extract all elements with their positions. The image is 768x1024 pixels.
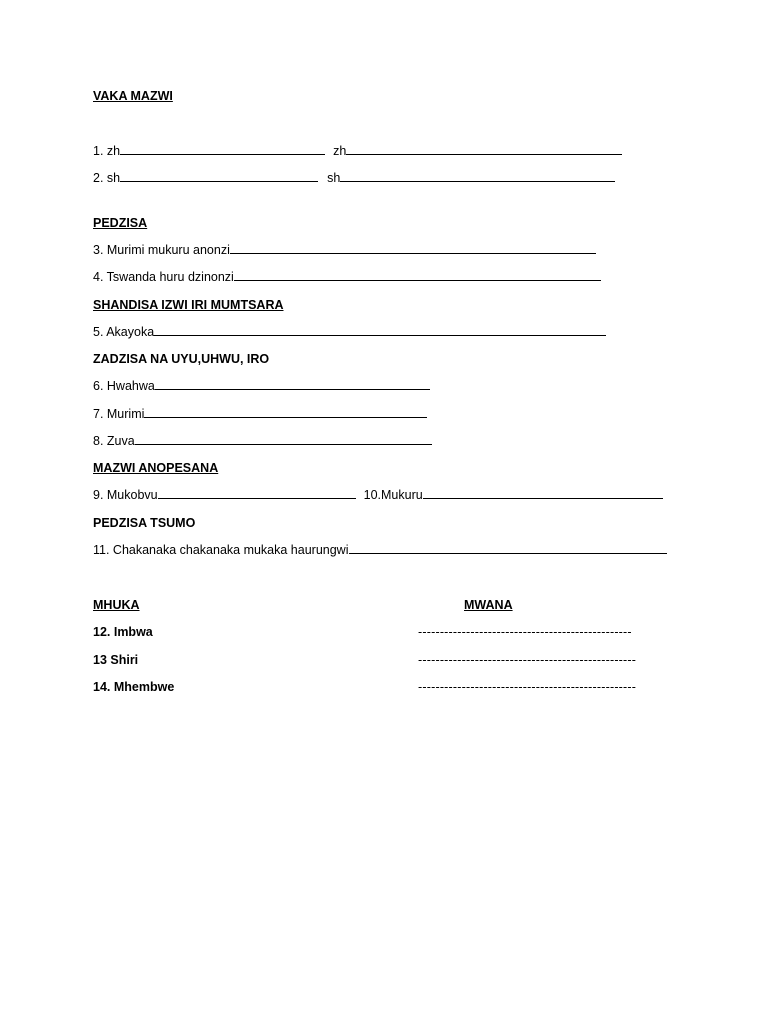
section-heading-zadzisa: ZADZISA NA UYU,UHWU, IRO (93, 352, 270, 366)
answer-blank[interactable] (349, 542, 667, 554)
question-4-text: 4. Tswanda huru dzinonzi (93, 270, 234, 284)
question-1 (93, 143, 622, 159)
answer-blank[interactable] (120, 170, 318, 182)
table-header-mhuka: MHUKA (93, 598, 140, 612)
question-6-text: 6. Hwahwa (93, 379, 155, 393)
question-9-10 (93, 487, 663, 503)
question-6 (93, 378, 430, 394)
table-row-answer-line[interactable]: -------------------------------------------------- (418, 680, 637, 694)
section-heading-mazwi-anopesana: MAZWI ANOPESANA (93, 461, 219, 475)
table-row-label: 13 Shiri (93, 653, 139, 667)
question-3 (93, 242, 596, 258)
table-header-mwana: MWANA (464, 598, 513, 612)
question-1-prefix-b: zh (333, 144, 347, 158)
question-1-prefix-a: 1. zh (93, 144, 121, 158)
question-10-text: 10.Mukuru (363, 488, 423, 502)
question-7 (93, 406, 427, 422)
question-2-prefix-b: sh (327, 171, 341, 185)
worksheet-title: VAKA MAZWI (93, 89, 173, 103)
question-11 (93, 542, 667, 558)
table-row-answer-line[interactable]: ------------------------------------------------- (418, 625, 632, 639)
answer-blank[interactable] (155, 378, 430, 390)
answer-blank[interactable] (120, 143, 325, 155)
question-8 (93, 433, 432, 449)
question-5-text: 5. Akayoka (93, 325, 155, 339)
question-8-text: 8. Zuva (93, 434, 135, 448)
section-heading-pedzisa: PEDZISA (93, 216, 148, 230)
answer-blank[interactable] (234, 269, 601, 281)
section-heading-pedzisa-tsumo: PEDZISA TSUMO (93, 516, 196, 530)
question-7-text: 7. Murimi (93, 407, 145, 421)
answer-blank[interactable] (154, 324, 606, 336)
answer-blank[interactable] (144, 406, 427, 418)
answer-blank[interactable] (340, 170, 615, 182)
question-3-text: 3. Murimi mukuru anonzi (93, 243, 230, 257)
section-heading-shandisa: SHANDISA IZWI IRI MUMTSARA (93, 298, 284, 312)
question-11-text: 11. Chakanaka chakanaka mukaka haurungwi (93, 543, 349, 557)
question-2-prefix-a: 2. sh (93, 171, 121, 185)
table-row-label: 14. Mhembwe (93, 680, 175, 694)
question-2 (93, 170, 615, 186)
question-4 (93, 269, 601, 285)
answer-blank[interactable] (423, 487, 663, 499)
table-row-answer-line[interactable]: -------------------------------------------------- (418, 653, 637, 667)
answer-blank[interactable] (230, 242, 596, 254)
answer-blank[interactable] (135, 433, 432, 445)
answer-blank[interactable] (158, 487, 356, 499)
question-5 (93, 324, 606, 340)
question-9-text: 9. Mukobvu (93, 488, 158, 502)
answer-blank[interactable] (346, 143, 622, 155)
table-row-label: 12. Imbwa (93, 625, 153, 639)
